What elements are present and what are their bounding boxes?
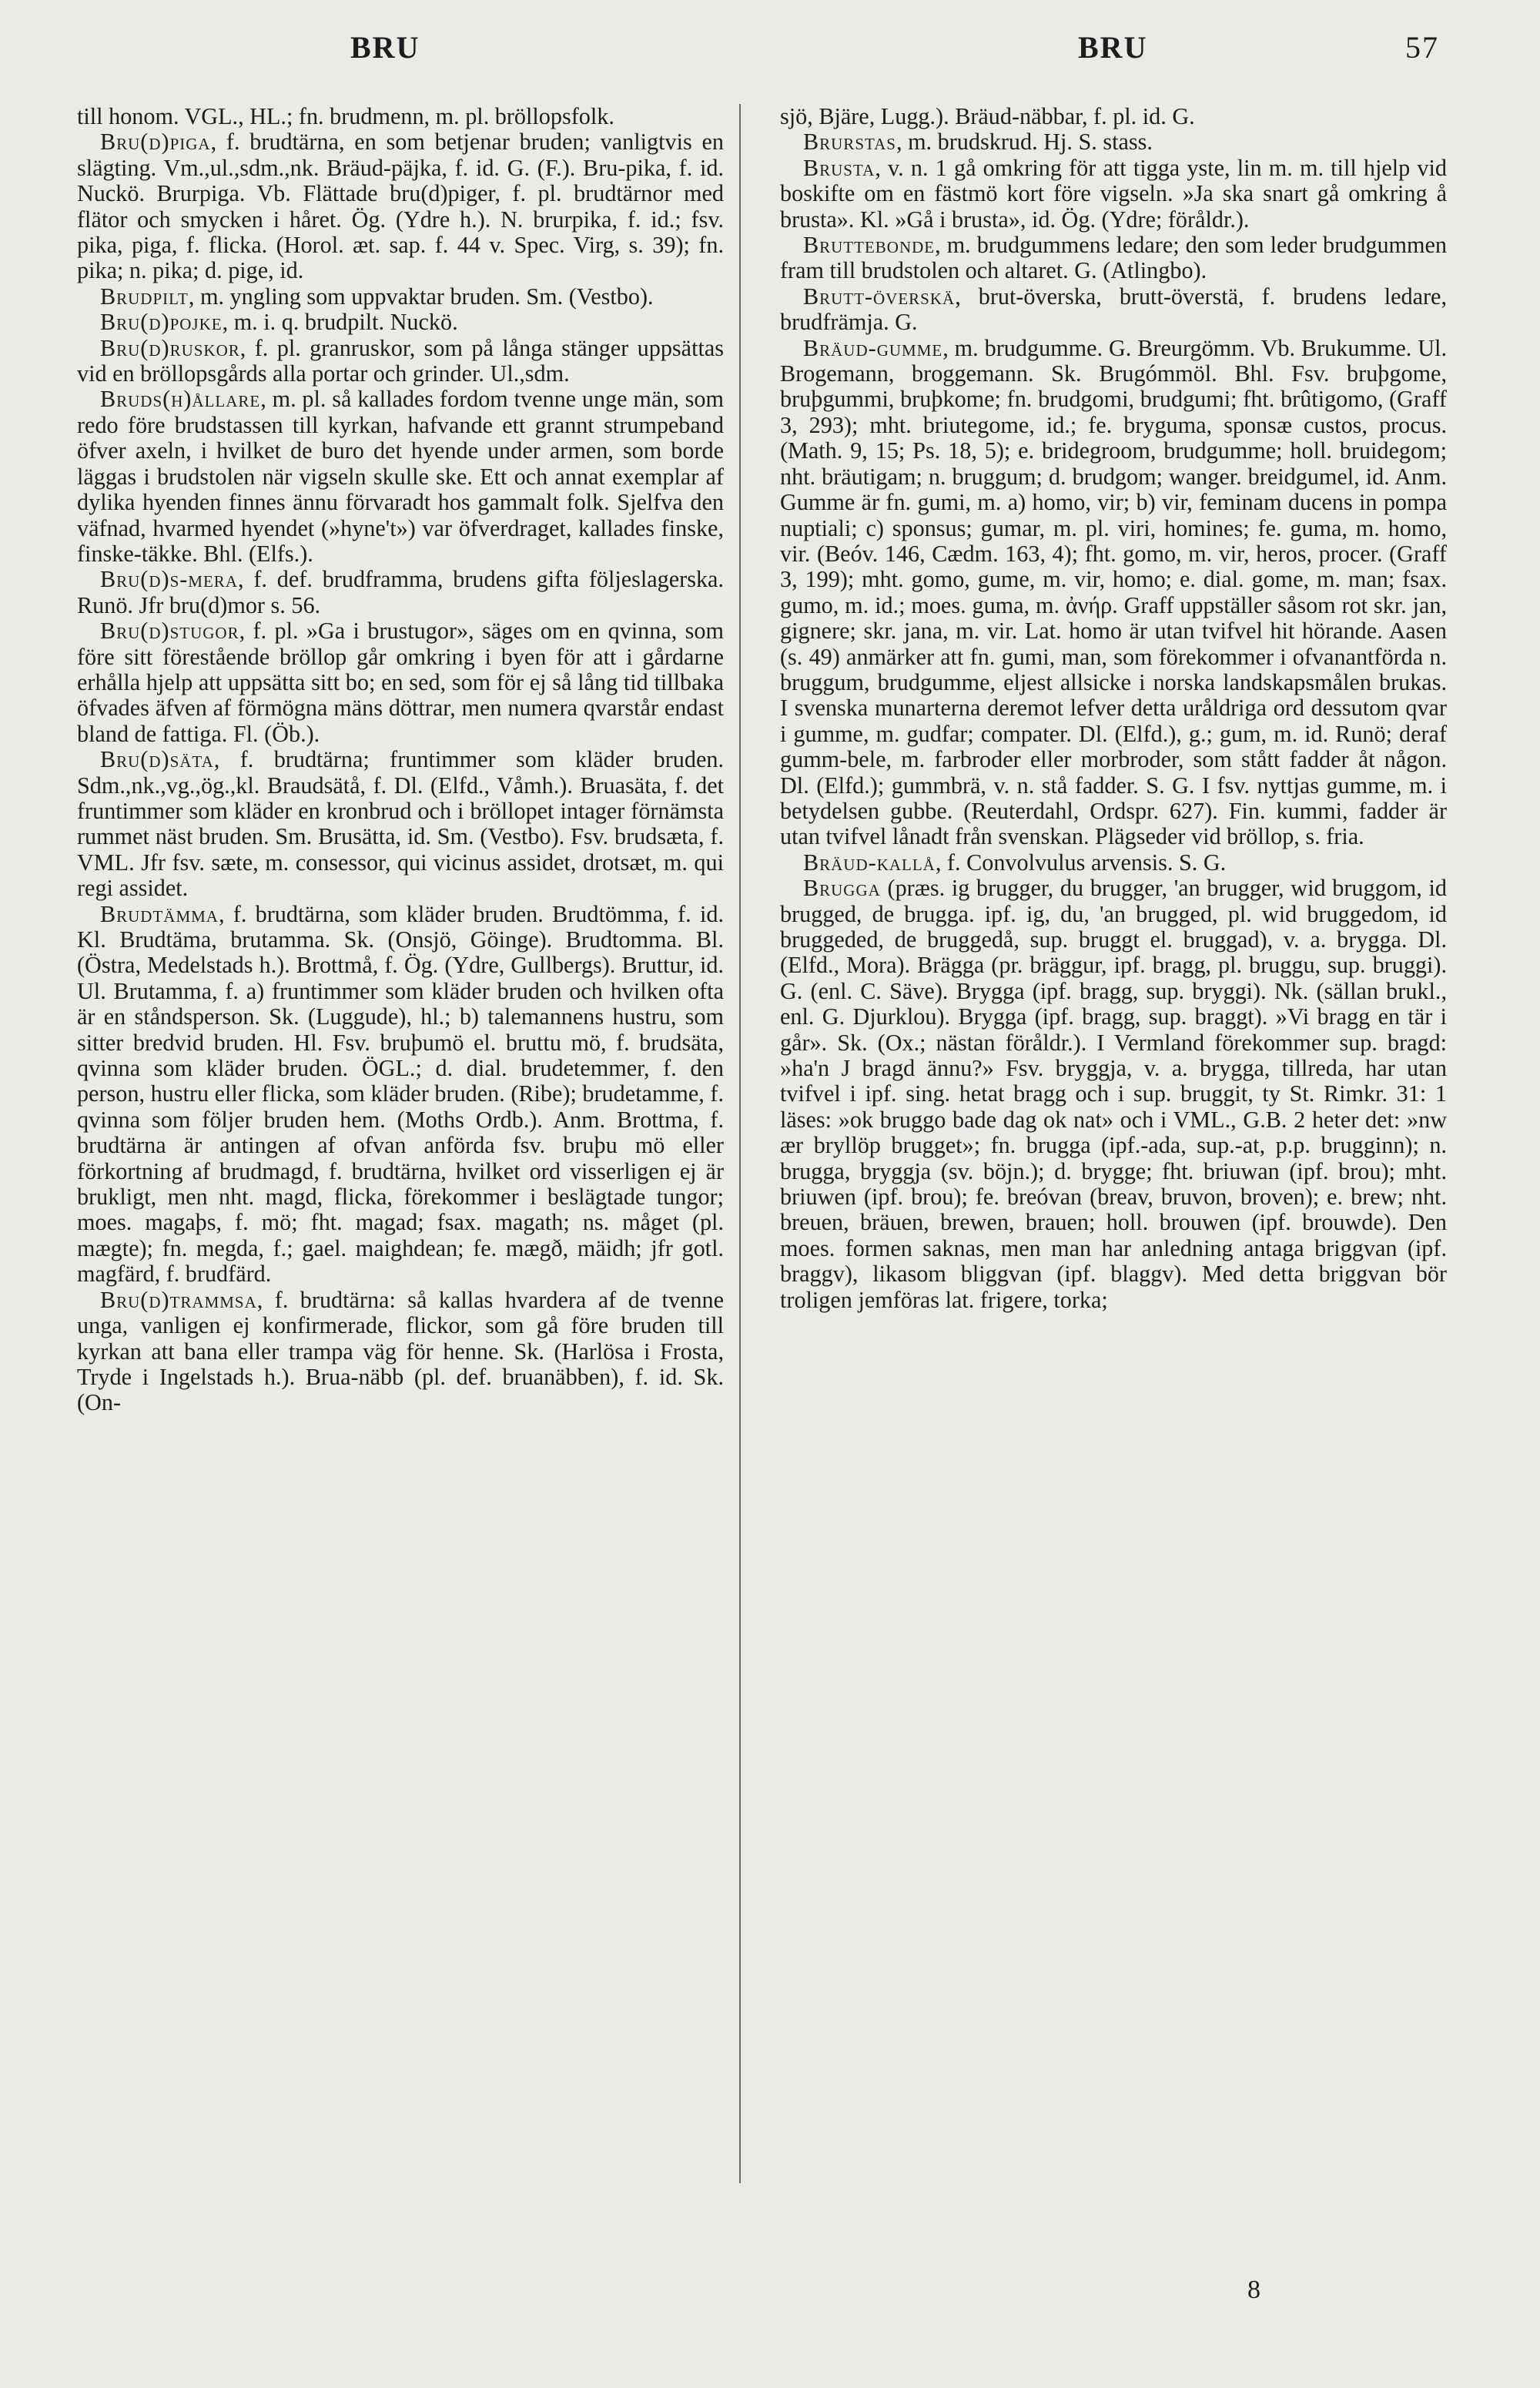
right-column — [780, 104, 1447, 2276]
entry-text: , v. n. 1 gå omkring för att tigga yste, lin m. m. till hjelp vid boskifte om en fästmö kort före vigseln. »Ja ska snart gå omkring å brusta». Kl. »Gå i brusta», id. Ög. (Ydre; föråldr.). — [780, 154, 1447, 233]
dictionary-entry — [77, 747, 724, 901]
entry-text: , m. brudskrud. Hj. S. stass. — [896, 129, 1153, 156]
dictionary-entry — [77, 129, 724, 283]
entry-text: , f. brudtärna; fruntimmer som kläder bruden. Sdm.,nk.,vg.,ög.,kl. Braudsätå, f. Dl. (Elfd., Våmh.). Bruasäta, f. det fruntimmer som kläder en kronbrud och i bröllopet intager förnämsta rummet näst bruden. Sm. Brusätta, id. Sm. (Vestbo). Fsv. brudsæta, f. VML. Jfr fsv. sæte, m. consessor, qui vicinus assidet, drotsæt, m. qui regi assidet. — [77, 746, 724, 902]
entry-text: , brut-överska, brutt-överstä, f. brudens ledare, brudfrämja. G. — [780, 283, 1447, 336]
entry-headword: Bru(d)trammsa — [100, 1286, 257, 1313]
entry-headword: Brugga — [803, 875, 881, 902]
entry-headword: Bru(d)stugor — [100, 618, 239, 645]
dictionary-entry — [780, 156, 1447, 233]
entry-headword: Bruds(h)ållare — [100, 386, 261, 413]
running-head-center: BRU — [1078, 30, 1148, 65]
entry-text: , m. brudgumme. G. Breurgömm. Vb. Brukumme. Ul. Brogemann, broggemann. Sk. Brugómmöl. Bhl. Fsv. bruþgome, bruþgummi, bruþkome; fn. brudgomi, brudgumi; fht. brûtigomo, (Graff 3, 293); mht. briutegome, id.; fe. bryguma, sponsæ custos, procus. (Math. 9, 15; Ps. 18, 5); e. bridegroom, brudgumme; holl. bruidegom; nht. bräutigam; n. bruggum; d. brudgom; wanger. breidgumel, id. Anm. Gumme är fn. gumi, m. a) homo, vir; b) vir, feminam ducens in pompa nuptiali; c) sponsus; gumar, m. pl. viri, homines; fe. guma, m. homo, vir. (Beóv. 146, Cædm. 163, 4); fht. gomo, m. vir, heros, procer. (Graff 3, 199); mht. gomo, gume, m. vir, homo; e. dial. gome, m. man; fsax. gumo, m. id.; moes. guma, m. ἀνήρ. Graff uppställer såsom rot skr. jan, gignere; skr. jana, m. vir. Lat. homo är utan tvifvel hit hörande. Aasen (s. 49) anmärker att fn. gumi, man, som förekommer i ofvanantförda n. bruggum, brudgumme, eljest allsicke i norska landskapsmålen brukas. I svenska munarterna deremot lefver detta uråldriga ord dessutom qvar i gumme, m. gudfar; compater. Dl. (Elfd.), g.; gum, m. id. Runö; deraf gumm-bele, m. farbroder eller morbroder, som stått fadder åt någon. Dl. (Elfd.); gummbrä, v. n. stå fadder. S. G. I fsv. nyttjas gumme, m. i betydelsen gubbe. (Reuterdahl, Ordspr. 627). Fin. kummi, fadder är utan tvifvel lånadt från svenskan. Plägseder vid bröllop, s. fria. — [780, 334, 1447, 850]
entry-text: (præs. ig brugger, du brugger, 'an brugger, wid bruggom, id brugged, de brugga. ipf. ig, du, 'an brugged, pl. wid bruggedom, id bruggeded, de bruggedå, sup. bruggt el. bruggad), v. a. brygga. Dl. (Elfd., Mora). Brägga (pr. bräggur, ipf. bragg, pl. bruggu, sup. bruggi). G. (enl. C. Säve). Brygga (ipf. bragg, sup. bryggi). Nk. (sällan brukl., enl. G. Djurklou). Bryggа (ipf. bragg, sup. braggt). »Vi bragg en tär i går». Sk. (Ox.; nästan föråldr.). I Vermland förekommer sup. bragd: »ha'n J bragd ännu?» Fsv. bryggja, v. a. brygga, tillreda, har utan tvifvel i ipf. sing. hetat bragg och i sup. bruggit, ty St. Rimkr. 31: 1 läses: »ok bruggo bade dag ok nat» och i VML., G.B. 2 heter det: »nw ær bryllöp brugget»; fn. brugga (ipf.-ada, sup.-at, p.p. brugginn); n. brugga, bryggja (sv. böjn.); d. brygge; fht. briuwan (ipf. brou); mht. briuwen (ipf. brou); fe. breóvan (breav, bruvon, broven); e. brew; nht. breuen, bräuen, brewen, brauen; holl. brouwen (ipf. brouwde). Den moes. formen saknas, men man har anledning antaga briggvan (ipf. braggv), likasom bliggvan (ipf. blaggv). Med detta briggvan bör troligen jemföras lat. frigere, torka; — [780, 875, 1447, 1313]
entry-headword: Brurstas — [803, 129, 896, 156]
entry-text: , m. pl. så kallades fordom tvenne unge män, som redo före brudstassen till kyrkan, hafvande ett grannt strumpeband öfver axeln, i hvilket de buro det hyende under armen, som borde läggas i brudstolen när vigseln skulle ske. Ett och annat exemplar af dylika hyenden finnes ännu förvaradt hos gammalt folk. Sjelfva den väfnad, hvarmed hyendet (»hyne't») var öfverdraget, kallades finske, finske-täkke. Bhl. (Elfs.). — [77, 386, 724, 567]
entry-headword: Bruttebonde — [803, 232, 936, 259]
entry-headword: Bru(d)pojke — [100, 309, 223, 336]
entry-text: , m. brudgummens ledare; den som leder brudgummen fram till brudstolen och altaret. G. (Atlingbo). — [780, 232, 1447, 284]
dictionary-entry — [780, 336, 1447, 850]
column-divider — [739, 104, 741, 2183]
entry-headword: Bru(d)säta — [100, 746, 214, 773]
entry-headword: Bru(d)piga — [100, 129, 211, 156]
page-number: 57 — [1405, 30, 1439, 65]
left-column — [77, 104, 724, 2276]
dictionary-entry — [77, 618, 724, 747]
dictionary-entry — [780, 233, 1447, 284]
entry-headword: Bräud-kallå — [803, 849, 936, 876]
entry-headword: Bräud-gumme — [803, 334, 943, 361]
dictionary-entry — [780, 104, 1447, 129]
dictionary-entry — [780, 876, 1447, 1313]
entry-headword: Bru(d)ruskor — [100, 334, 240, 361]
dictionary-entry — [77, 902, 724, 1288]
entry-headword: Brudtämma — [100, 900, 219, 927]
entry-text: , f. pl. »Ga i brustugor», säges om en qvinna, som före sitt förestående bröllop går omkring i byen för att i gårdarne erhålla hjelp att uppsätta sitt bo; en sed, som för ej så lång tid tillbaka öfvades äfven af förmögna mäns döttrar, men numera qvarstår endast bland de fattiga. Fl. (Öb.). — [77, 618, 724, 747]
entry-headword: Brusta — [803, 154, 875, 181]
dictionary-entry — [77, 284, 724, 310]
entry-text: till honom. VGL., HL.; fn. brudmenn, m. pl. bröllopsfolk. — [77, 104, 614, 129]
entry-headword: Bru(d)s-mera — [100, 566, 238, 593]
dictionary-entry — [77, 567, 724, 618]
entry-text: , m. yngling som uppvaktar bruden. Sm. (Vestbo). — [188, 283, 654, 310]
entry-text: , f. Convolvulus arvensis. S. G. — [935, 849, 1227, 876]
entry-text: sjö, Bjäre, Lugg.). Bräud-näbbar, f. pl. id. G. — [780, 104, 1195, 129]
dictionary-entry — [780, 129, 1447, 155]
entry-headword: Brutt-överskä — [803, 283, 956, 310]
entry-text: , f. def. brudframma, brudens gifta följeslagerska. Runö. Jfr bru(d)mor s. 56. — [77, 566, 724, 618]
dictionary-entry — [77, 1288, 724, 1416]
running-head-left: BRU — [350, 30, 420, 65]
dictionary-entry — [77, 104, 724, 129]
dictionary-entry — [780, 850, 1447, 876]
entry-text: , f. brudtärna: så kallas hvardera af de tvenne unga, vanligen ej konfirmerade, flickor, som gå före bruden till kyrkan att bana eller trampa väg för henne. Sk. (Harlösa i Frosta, Tryde i Ingelstads h.). Brua-näbb (pl. def. bruanäbben), f. id. Sk. (On- — [77, 1286, 724, 1416]
dictionary-entry — [780, 284, 1447, 336]
entry-text: , m. i. q. brudpilt. Nuckö. — [222, 309, 458, 336]
entry-headword: Brudpilt — [100, 283, 189, 310]
dictionary-entry — [77, 387, 724, 567]
dictionary-entry — [77, 336, 724, 387]
signature-mark: 8 — [1247, 2276, 1260, 2304]
entry-text: , f. brudtärna, som kläder bruden. Brudtömma, f. id. Kl. Brudtäma, brutamma. Sk. (Onsjö, Göinge). Brudtomma. Bl. (Östra, Medelstads h.). Brottmå, f. Ög. (Ydre, Gullbergs). Bruttur, id. Ul. Brutamma, f. a) fruntimmer som kläder bruden och hvilken ofta är en ståndsperson. Sk. (Luggude), hl.; b) talemannens hustru, som sitter bredvid bruden. Hl. Fsv. bruþumö el. bruttu mö, f. brudsäta, qvinna som kläder bruden. ÖGL.; d. dial. brudetemmer, f. den person, hustru eller flicka, som kläder bruden. (Ribe); brudetamme, f. qvinna som följer bruden hem. (Moths Ordb.). Anm. Brottma, f. brudtärna är antingen af ofvan anförda fsv. bruþu mö eller förkortning af brudmagd, f. brudtärna, hvilket ord visserligen ej är brukligt, men nht. magd, flicka, förekommer i beslägtade tungor; moes. magaþs, f. mö; fht. magad; fsax. magath; ns. måget (pl. mægte); fn. megda, f.; gael. maighdean; fe. mægð, mäidh; jfr gotl. magfärd, f. brudfärd. — [77, 900, 724, 1288]
dictionary-entry — [77, 310, 724, 335]
entry-text: , f. brudtärna, en som betjenar bruden; vanligtvis en slägting. Vm.,ul.,sdm.,nk. Bräud-päjka, f. id. G. (F.). Bru-pika, f. id. Nuckö. Brurpiga. Vb. Flättade bru(d)piger, f. pl. brudtärnor med flätor och smycken i håret. Ög. (Ydre h.). N. brurpika, f. id.; fsv. pika, piga, f. flicka. (Horol. æt. sap. f. 44 v. Spec. Virg, s. 39); fn. pika; n. pika; d. pige, id. — [77, 129, 724, 284]
entry-text: , f. pl. granruskor, som på långa stänger uppsättas vid en bröllopsgårds alla portar och grinder. Ul.,sdm. — [77, 334, 724, 387]
